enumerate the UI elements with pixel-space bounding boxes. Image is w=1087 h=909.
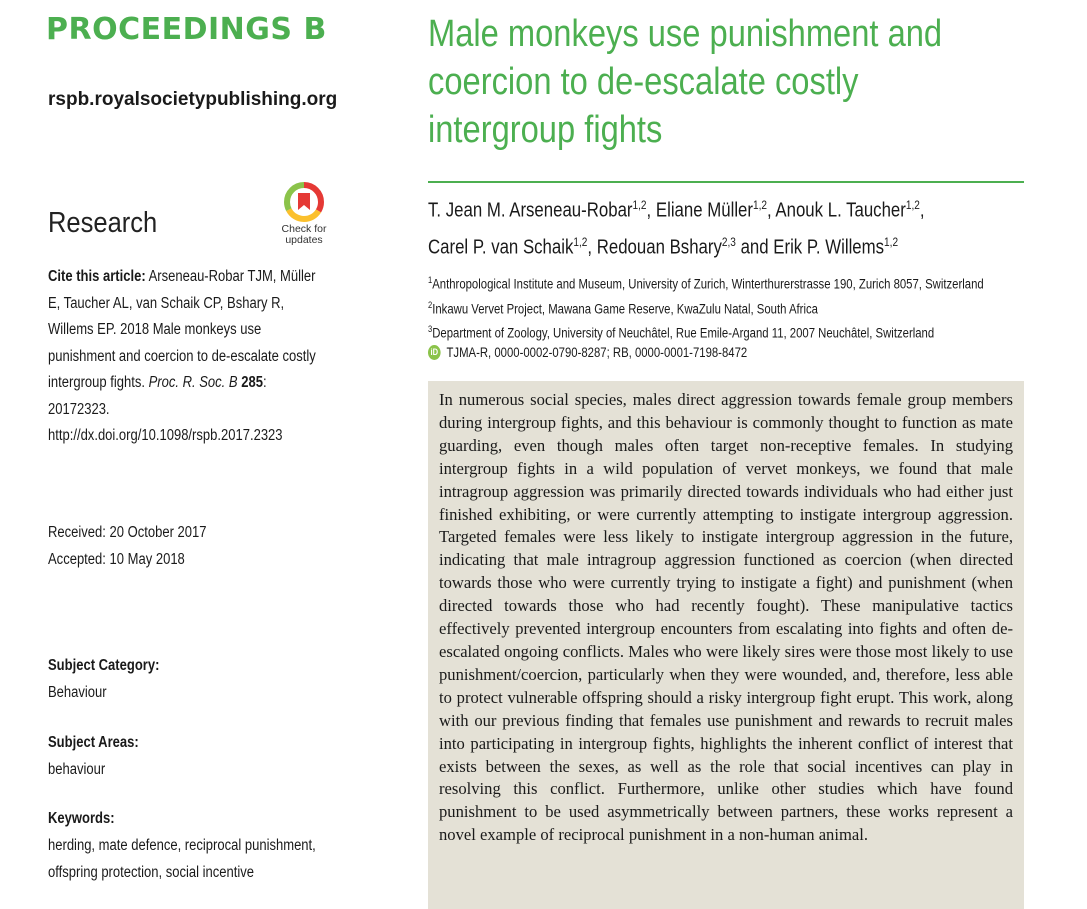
affiliation-number: 2 xyxy=(428,299,433,310)
article-title: Male monkeys use punishment and coercion to de-escalate costly intergroup fights xyxy=(428,13,943,151)
orcid-icon[interactable]: iD xyxy=(428,345,441,360)
citation-line-5: intergroup fights. xyxy=(48,374,149,391)
subject-category-value: Behaviour xyxy=(48,684,107,701)
citation-block: Cite this article: Arseneau-Robar TJM, Müller E, Taucher AL, van Schaik CP, Bshary R, Willems EP. 2018 Male monkeys use punishment and coercion to de-escalate costly intergroup fights. Proc. R. Soc. B 285: 20172323. http://dx.doi.org/10.1098/rspb.2017.2323 xyxy=(48,264,350,450)
author-name: Anouk L. Taucher xyxy=(775,199,906,222)
author-name: Carel P. van Schaik xyxy=(428,236,574,259)
author-separator: , xyxy=(767,199,776,222)
author-affiliation-sup: 1,2 xyxy=(752,198,768,212)
citation-line-2: E, Taucher AL, van Schaik CP, Bshary R, xyxy=(48,294,285,312)
keywords-line-1: herding, mate defence, reciprocal punishment, xyxy=(48,837,316,854)
check-for-updates-button[interactable] xyxy=(272,182,336,246)
received-date: Received: 20 October 2017 xyxy=(48,524,207,541)
affiliation-number: 1 xyxy=(428,275,433,285)
citation-line-3: Willems EP. 2018 Male monkeys use xyxy=(48,321,262,338)
author-line-2 xyxy=(428,227,1016,264)
author-affiliation-sup: 1,2 xyxy=(884,234,899,249)
keywords-block xyxy=(48,805,350,886)
author-list xyxy=(428,190,1016,263)
author-separator: and xyxy=(735,236,774,259)
affiliation-item xyxy=(428,319,1050,344)
author-line-1 xyxy=(428,190,1016,227)
citation-doi-link[interactable]: http://dx.doi.org/10.1098/rspb.2017.2323 xyxy=(48,427,283,444)
affiliation-number: 3 xyxy=(428,324,433,334)
dates-block xyxy=(48,519,207,573)
keywords-line-2: offspring protection, social incentive xyxy=(48,864,255,881)
author-name: Erik P. Willems xyxy=(773,236,885,259)
check-label-line1: Check for xyxy=(281,223,327,235)
title-divider xyxy=(428,181,1024,183)
check-label-line2: updates xyxy=(285,234,323,246)
affiliation-item xyxy=(428,295,1050,320)
author-separator: , xyxy=(646,199,656,222)
orcid-ids: TJMA-R, 0000-0002-0790-8287; RB, 0000-0001-7198-8472 xyxy=(446,345,748,360)
subject-areas-block xyxy=(48,729,350,783)
abstract-text: In numerous social species, males direct aggression towards female group members during intergroup fights, and this behaviour is commonly thought to function as mate guarding, even though males often target non-receptive females. In studying intergroup fights in a wild population of vervet monkeys, we found that male intragroup aggression was primarily directed towards individuals who had either just finished exhibiting, or were currently attempting to instigate intergroup aggression. Targeted females were less likely to instigate intergroup aggression in the future, indicating that male intragroup aggression functioned as coercion (when directed towards those who were currently trying to instigate a fight) and punishment (when directed towards those who had recently fought). These manipulative tactics effectively prevented intergroup encounters from escalating into fights and often de-escalated ongoing conflicts. Males who were likely sires were those most likely to use punishment/coercion, particularly when they were wounded, and, therefore, less able to protect vulnerable offspring should a risky intergroup fight erupt. This work, along with our previous finding that females use punishment and rewards to recruit males into participating in intergroup fights, highlights the inherent conflict of interest that exists between the sexes, as well as the role that social incentives can play in resolving this conflict. Furthermore, unlike other studies which have found punishment to be used asymmetrically between partners, these works represent a novel example of reciprocal punishment in a non-human animal. xyxy=(439,390,1013,845)
citation-line-1: Arseneau-Robar TJM, Müller xyxy=(148,268,316,285)
subject-category-heading: Subject Category: xyxy=(48,657,160,674)
accepted-date: Accepted: 10 May 2018 xyxy=(48,551,185,568)
subject-areas-value: behaviour xyxy=(48,761,106,778)
check-for-updates-icon xyxy=(284,182,324,222)
author-separator: , xyxy=(919,199,925,222)
citation-volume: 285 xyxy=(241,374,263,391)
affiliation-text: Department of Zoology, University of Neuchâtel, Rue Emile-Argand 11, 2007 Neuchâtel, Switzerland xyxy=(432,325,935,341)
author-name: Eliane Müller xyxy=(655,199,753,222)
affiliation-text: Anthropological Institute and Museum, University of Zurich, Winterthurerstrasse 190, Zurich 8057, Switzerland xyxy=(432,276,984,292)
author-affiliation-sup: 1,2 xyxy=(905,198,920,212)
article-type-label: Research xyxy=(48,207,158,239)
author-separator: , xyxy=(587,236,597,259)
citation-article-number: 20172323. xyxy=(48,400,110,418)
author-name: Redouan Bshary xyxy=(596,236,722,259)
citation-line-4: punishment and coercion to de-escalate costly xyxy=(48,347,316,365)
author-name: T. Jean M. Arseneau-Robar xyxy=(428,199,633,222)
check-for-updates-label xyxy=(272,224,336,246)
subject-category-block xyxy=(48,652,350,706)
citation-label: Cite this article: xyxy=(48,268,146,285)
subject-areas-heading: Subject Areas: xyxy=(48,734,139,751)
journal-name: PROCEEDINGS B xyxy=(46,12,327,47)
journal-website-link[interactable]: rspb.royalsocietypublishing.org xyxy=(48,89,338,110)
affiliation-text: Inkawu Vervet Project, Mawana Game Reserve, KwaZulu Natal, South Africa xyxy=(432,301,818,316)
affiliation-item xyxy=(428,270,1050,295)
author-affiliation-sup: 1,2 xyxy=(632,198,647,212)
keywords-heading: Keywords: xyxy=(48,810,115,827)
affiliations-list xyxy=(428,270,1050,344)
author-affiliation-sup: 1,2 xyxy=(573,234,588,249)
author-affiliation-sup: 2,3 xyxy=(721,234,736,249)
orcid-line xyxy=(428,345,747,360)
citation-journal-abbrev: Proc. R. Soc. B xyxy=(148,374,238,391)
